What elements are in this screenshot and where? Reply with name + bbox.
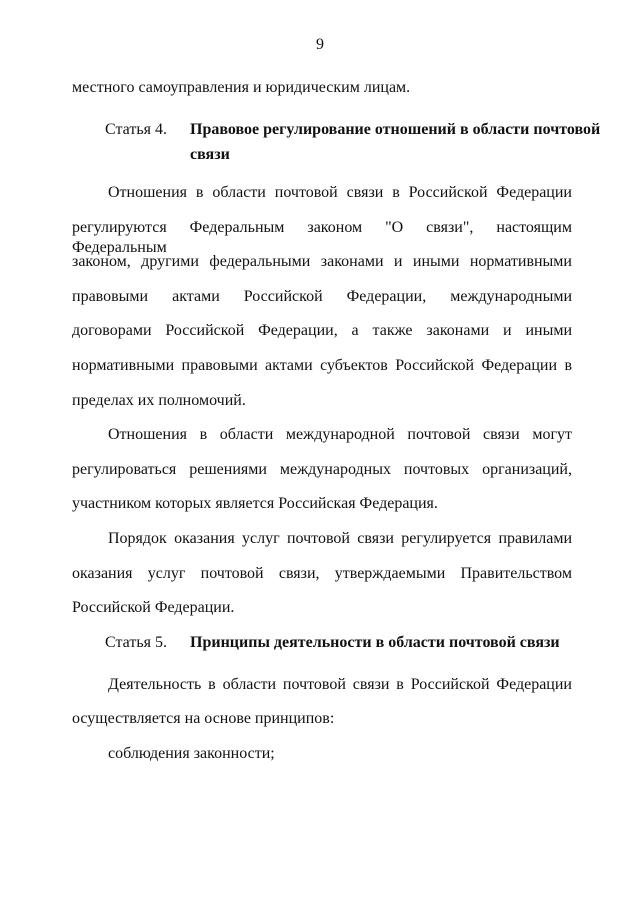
article-4-label: Статья 4. [105, 121, 167, 138]
article-4-p2-line-1: Отношения в области международной почтовой связи могут [108, 426, 572, 443]
article-5-item-1: соблюдения законности; [108, 745, 275, 762]
article-4-p1-line-3: законом, другими федеральными законами и иными нормативными [72, 253, 572, 270]
article-4-p1-line-4: правовыми актами Российской Федерации, международными [72, 288, 572, 305]
article-4-title-line-2: связи [190, 146, 230, 163]
article-4-title-line-1: Правовое регулирование отношений в области почтовой [190, 121, 601, 138]
article-4-p1-line-7: пределах их полномочий. [72, 392, 246, 409]
article-4-p1-line-1: Отношения в области почтовой связи в Российской Федерации [108, 184, 572, 201]
article-5-p1-line-2: осуществляется на основе принципов: [72, 710, 335, 727]
page-number: 9 [316, 36, 324, 53]
article-5-title: Принципы деятельности в области почтовой связи [190, 634, 560, 651]
article-4-p1-line-2: регулируются Федеральным законом "О связи", настоящим Федеральным [72, 219, 572, 256]
article-5-p1-line-1: Деятельность в области почтовой связи в Российской Федерации [108, 676, 572, 693]
article-4-p3-line-3: Российской Федерации. [72, 599, 235, 616]
article-4-p2-line-3: участником которых является Российская Федерация. [72, 495, 438, 512]
article-5-label: Статья 5. [105, 634, 167, 651]
article-4-p2-line-2: регулироваться решениями международных почтовых организаций, [72, 461, 572, 478]
article-4-p3-line-1: Порядок оказания услуг почтовой связи регулируется правилами [108, 530, 572, 547]
continuation-line: местного самоуправления и юридическим лицам. [72, 79, 411, 96]
article-4-p1-line-5: договорами Российской Федерации, а также законами и иными [72, 322, 572, 339]
article-4-p1-line-6: нормативными правовыми актами субъектов Российской Федерации в [72, 357, 572, 374]
article-4-p3-line-2: оказания услуг почтовой связи, утверждаемыми Правительством [72, 565, 572, 582]
